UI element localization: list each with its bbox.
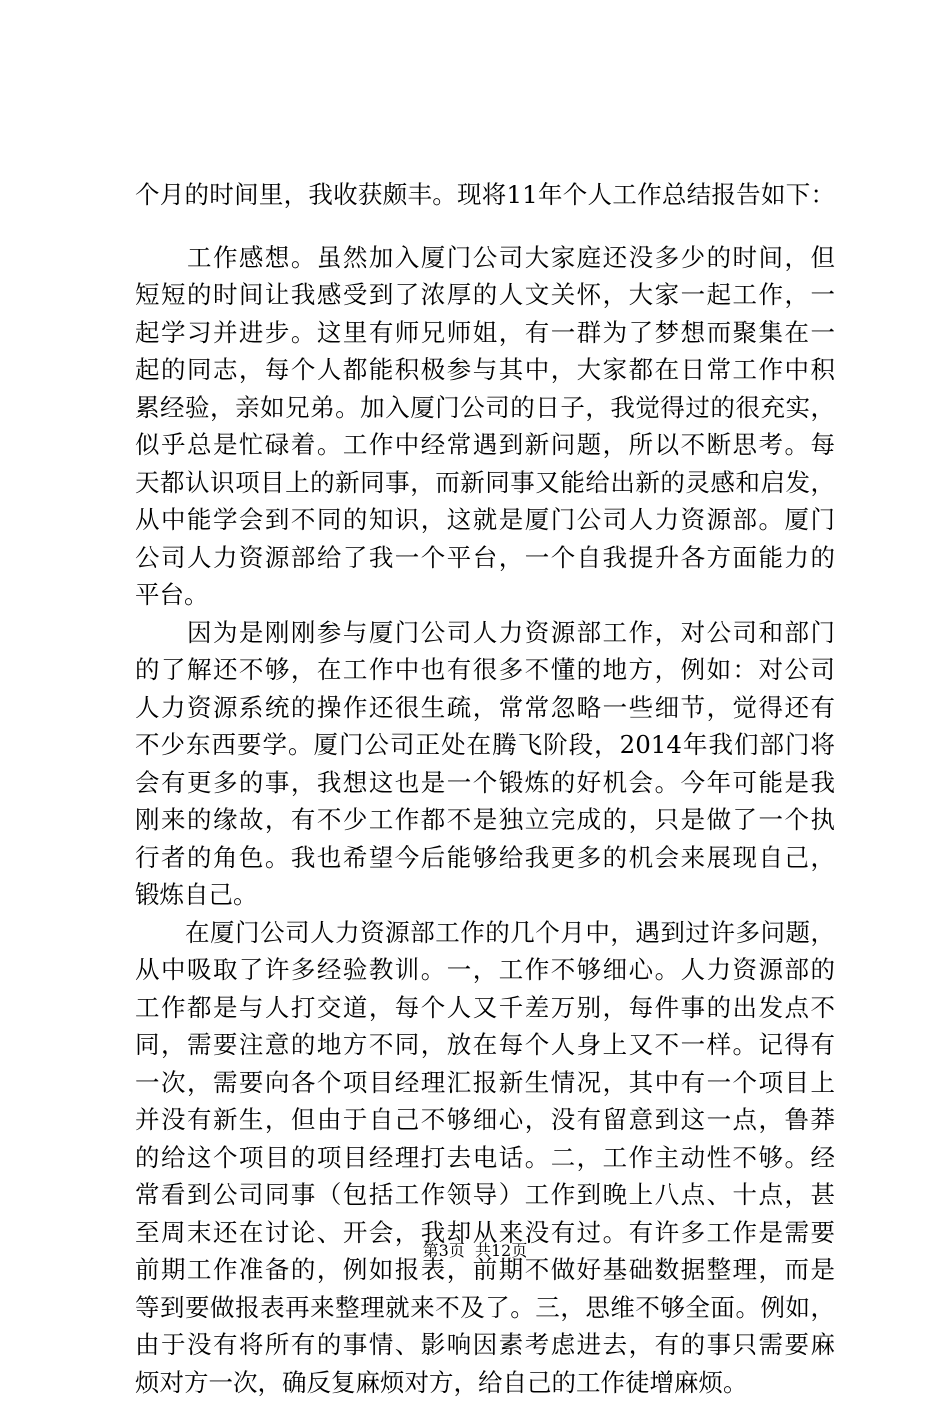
document-body (135, 176, 835, 1401)
paragraph-lessons-learned (135, 914, 835, 1401)
text-line: 会有更多的事，我想这也是一个锻炼的好机会。今年可能是我 (135, 764, 835, 802)
text-line: 的了解还不够，在工作中也有很多不懂的地方，例如：对公司 (135, 651, 835, 689)
page-footer (0, 1241, 950, 1261)
text-line: 因为是刚刚参与厦门公司人力资源部工作，对公司和部门 (135, 614, 835, 652)
text-line: 公司人力资源部给了我一个平台，一个自我提升各方面能力的 (135, 539, 835, 577)
text-line: 从中能学会到不同的知识，这就是厦门公司人力资源部。厦门 (135, 501, 835, 539)
text-line: 刚来的缘故，有不少工作都不是独立完成的，只是做了一个执 (135, 801, 835, 839)
page-number-label: 第3页 共12页 (423, 1241, 528, 1260)
text-line: 并没有新生，但由于自己不够细心，没有留意到这一点，鲁莽 (135, 1101, 835, 1139)
text-line: 工作都是与人打交道，每个人又千差万别，每件事的出发点不 (135, 989, 835, 1027)
paragraph-work-feelings (135, 239, 835, 614)
text-line: 等到要做报表再来整理就来不及了。三，思维不够全面。例如， (135, 1289, 835, 1327)
text-line: 前期工作准备的，例如报表，前期不做好基础数据整理，而是 (135, 1251, 835, 1289)
text-line: 从中吸取了许多经验教训。一，工作不够细心。人力资源部的 (135, 951, 835, 989)
text-line: 常看到公司同事（包括工作领导）工作到晚上八点、十点，甚 (135, 1176, 835, 1214)
text-line: 短短的时间让我感受到了浓厚的人文关怀，大家一起工作，一 (135, 276, 835, 314)
text-line: 同，需要注意的地方不同，放在每个人身上又不一样。记得有 (135, 1026, 835, 1064)
text-line: 起的同志，每个人都能积极参与其中，大家都在日常工作中积 (135, 351, 835, 389)
text-line: 天都认识项目上的新同事，而新同事又能给出新的灵感和启发， (135, 464, 835, 502)
text-line: 人力资源系统的操作还很生疏，常常忽略一些细节，觉得还有 (135, 689, 835, 727)
text-line: 烦对方一次，确反复麻烦对方，给自己的工作徒增麻烦。 (135, 1364, 835, 1401)
text-line: 起学习并进步。这里有师兄师姐，有一群为了梦想而聚集在一 (135, 314, 835, 352)
text-line: 在厦门公司人力资源部工作的几个月中，遇到过许多问题， (135, 914, 835, 952)
text-line: 一次，需要向各个项目经理汇报新生情况，其中有一个项目上 (135, 1064, 835, 1102)
text-line: 的给这个项目的项目经理打去电话。二，工作主动性不够。经 (135, 1139, 835, 1177)
text-line: 锻炼自己。 (135, 876, 835, 914)
paragraph-new-to-department (135, 614, 835, 914)
text-line: 不少东西要学。厦门公司正处在腾飞阶段，2014年我们部门将 (135, 726, 835, 764)
text-line: 至周末还在讨论、开会，我却从来没有过。有许多工作是需要 (135, 1214, 835, 1252)
text-line: 累经验，亲如兄弟。加入厦门公司的日子，我觉得过的很充实， (135, 389, 835, 427)
paragraph-gap (135, 214, 835, 239)
intro-line: 个月的时间里，我收获颇丰。现将11年个人工作总结报告如下： (135, 176, 835, 214)
text-line: 由于没有将所有的事情、影响因素考虑进去，有的事只需要麻 (135, 1326, 835, 1364)
text-line: 似乎总是忙碌着。工作中经常遇到新问题，所以不断思考。每 (135, 426, 835, 464)
text-line: 工作感想。虽然加入厦门公司大家庭还没多少的时间，但 (135, 239, 835, 277)
text-line: 行者的角色。我也希望今后能够给我更多的机会来展现自己， (135, 839, 835, 877)
text-line: 平台。 (135, 576, 835, 614)
